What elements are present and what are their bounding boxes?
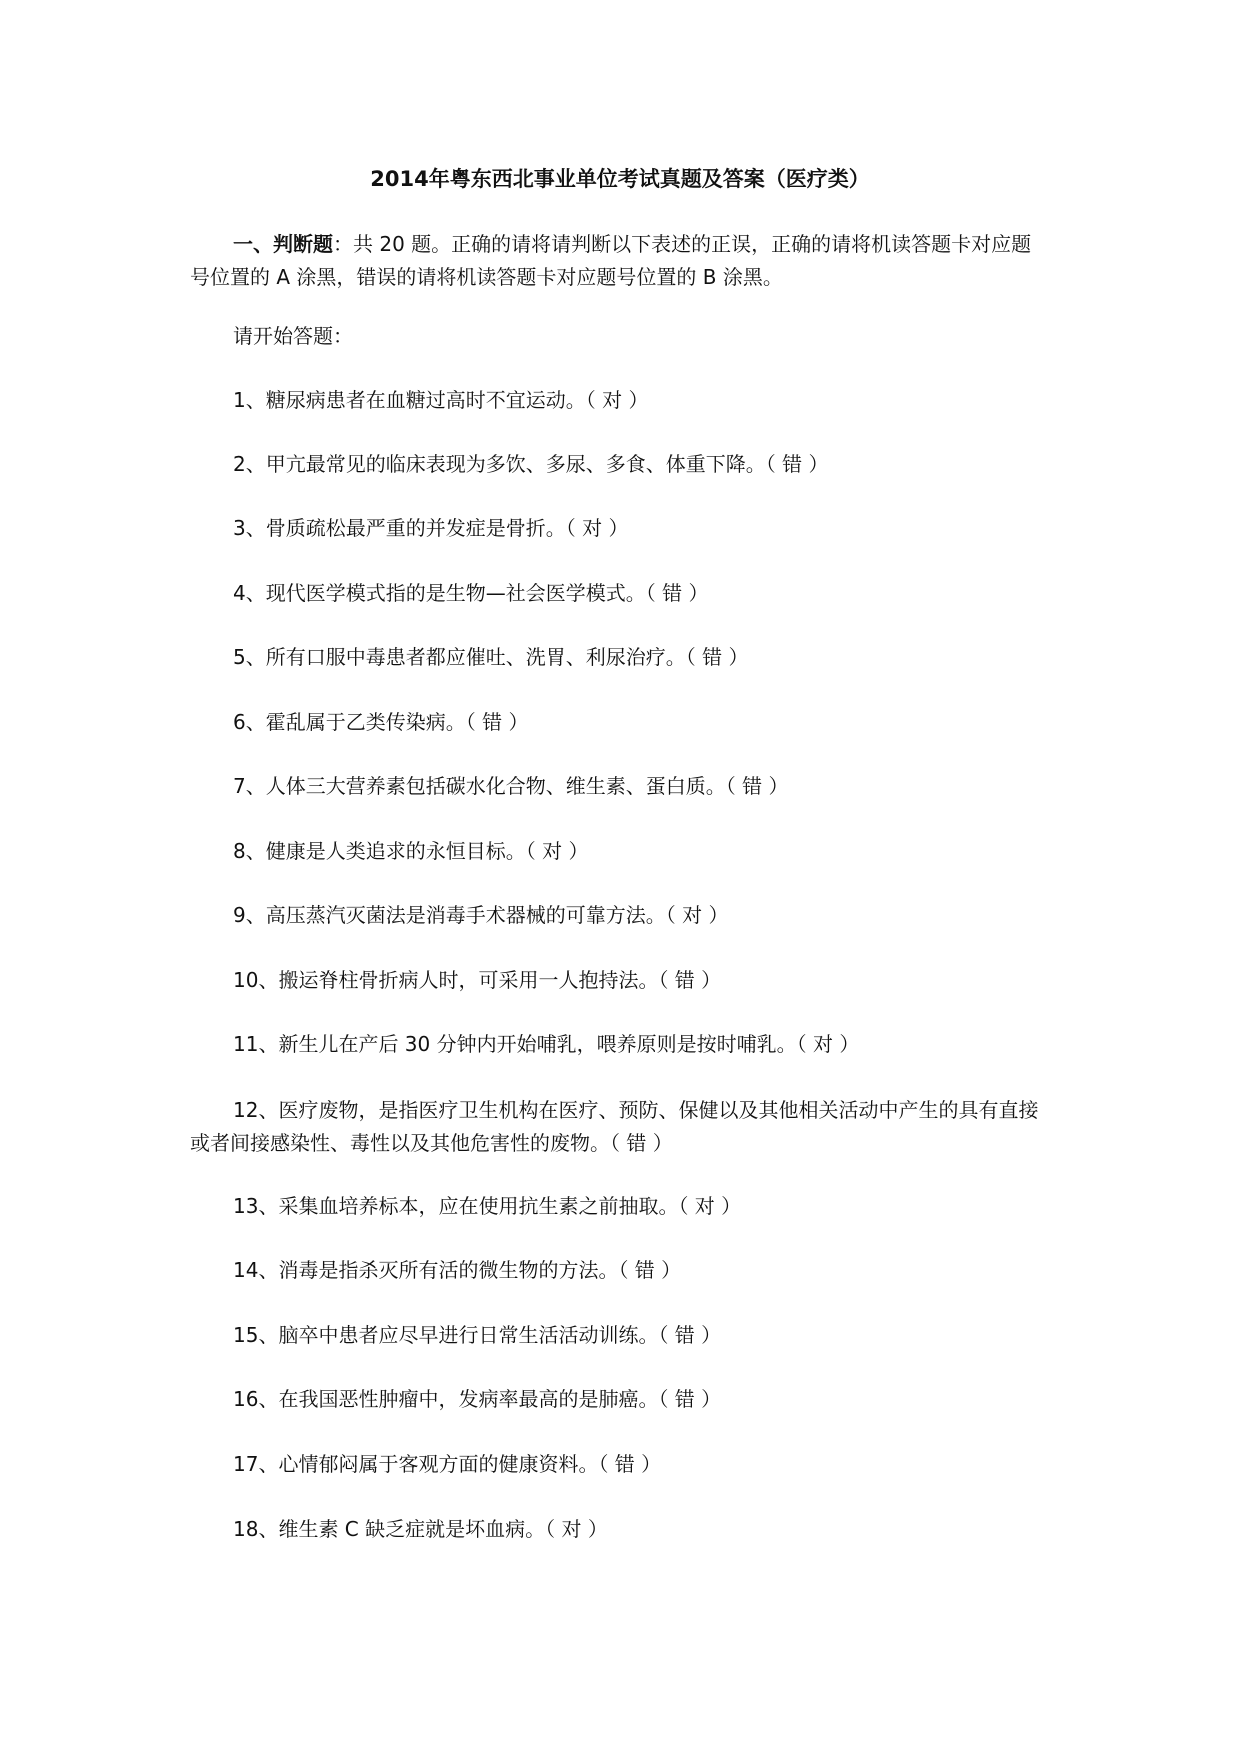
question-3: 3、骨质疏松最严重的并发症是骨折。（ 对 ） [233, 516, 629, 540]
question-12: 12、医疗废物，是指医疗卫生机构在医疗、预防、保健以及其他相关活动中产生的具有直接或者间接感染性、毒性以及其他危害性的废物。（ 错 ） [190, 1098, 1039, 1155]
question-6: 6、霍乱属于乙类传染病。（ 错 ） [233, 710, 529, 734]
question-18: 18、维生素 C 缺乏症就是坏血病。（ 对 ） [233, 1517, 608, 1541]
question-9: 9、高压蒸汽灭菌法是消毒手术器械的可靠方法。（ 对 ） [233, 903, 729, 927]
section-instructions: ：共 20 题。正确的请将请判断以下表述的正误，正确的请将机读答题卡对应题号位置的 A 涂黑，错误的请将机读答题卡对应题号位置的 B 涂黑。 [190, 232, 1032, 289]
document-title: 2014年粤东西北事业单位考试真题及答案（医疗类） [370, 167, 870, 191]
question-17: 17、心情郁闷属于客观方面的健康资料。（ 错 ） [233, 1452, 662, 1476]
question-13: 13、采集血培养标本，应在使用抗生素之前抽取。（ 对 ） [233, 1194, 742, 1218]
question-1: 1、糖尿病患者在血糖过高时不宜运动。（ 对 ） [233, 388, 649, 412]
question-7: 7、人体三大营养素包括碳水化合物、维生素、蛋白质。（ 错 ） [233, 774, 789, 798]
start-prompt: 请开始答题： [233, 324, 353, 348]
question-11: 11、新生儿在产后 30 分钟内开始哺乳，喂养原则是按时哺乳。（ 对 ） [233, 1032, 860, 1056]
section-label: 一、判断题 [233, 232, 333, 256]
section-intro [190, 228, 1050, 294]
question-14: 14、消毒是指杀灭所有活的微生物的方法。（ 错 ） [233, 1258, 682, 1282]
question-5: 5、所有口服中毒患者都应催吐、洗胃、利尿治疗。（ 错 ） [233, 645, 749, 669]
question-4: 4、现代医学模式指的是生物—社会医学模式。（ 错 ） [233, 581, 709, 605]
question-16: 16、在我国恶性肿瘤中，发病率最高的是肺癌。（ 错 ） [233, 1387, 722, 1411]
question-8: 8、健康是人类追求的永恒目标。（ 对 ） [233, 839, 589, 863]
question-15: 15、脑卒中患者应尽早进行日常生活活动训练。（ 错 ） [233, 1323, 722, 1347]
question-2: 2、甲亢最常见的临床表现为多饮、多尿、多食、体重下降。（ 错 ） [233, 452, 829, 476]
question-10: 10、搬运脊柱骨折病人时，可采用一人抱持法。（ 错 ） [233, 968, 722, 992]
